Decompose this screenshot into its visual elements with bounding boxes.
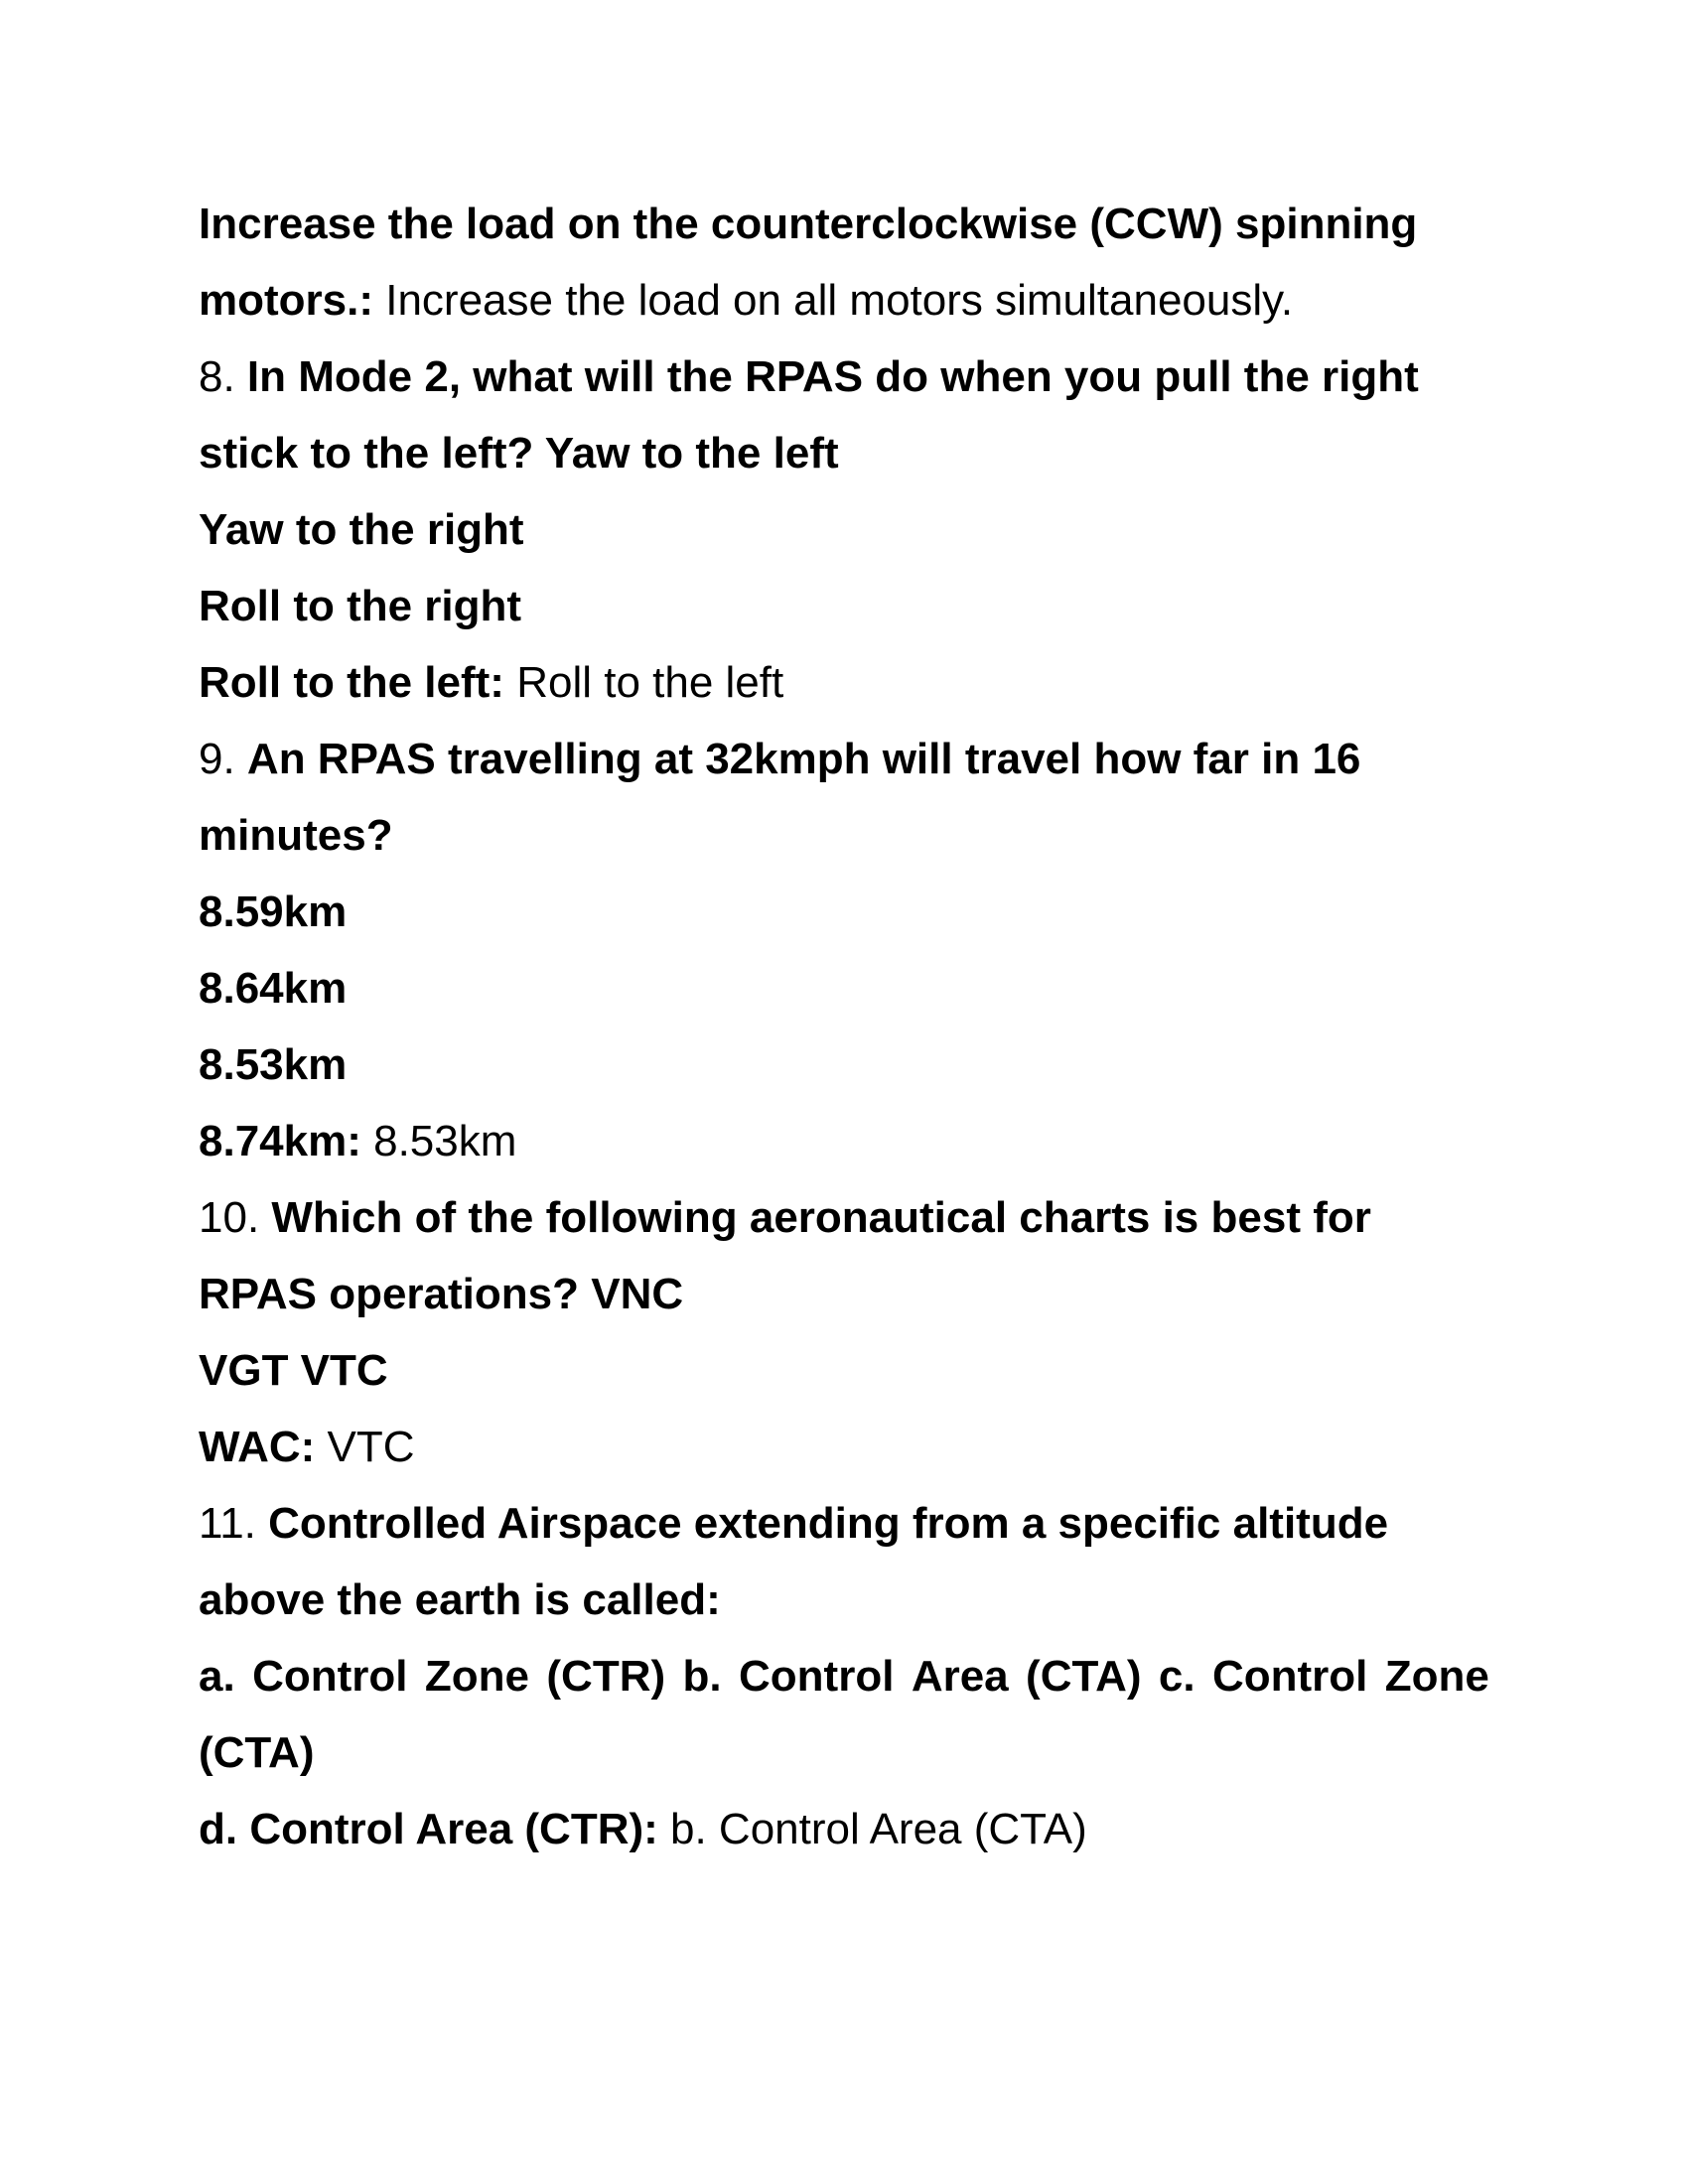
answer-option-bold: 8.53km [199, 1040, 348, 1089]
answer-option-bold: 8.59km [199, 887, 348, 936]
answer-line [199, 957, 1489, 1033]
answer-line [199, 1798, 1489, 1874]
answer-option-bold: d. Control Area (CTR): [199, 1805, 658, 1853]
option-word: (CTA) [1026, 1652, 1142, 1701]
question-line [199, 1569, 1489, 1645]
answer-line [199, 1721, 1489, 1798]
answer-line [199, 193, 1489, 269]
question-text: above the earth is called: [199, 1575, 721, 1624]
answer-line [199, 575, 1489, 651]
answer-line [199, 1339, 1489, 1416]
correct-answer: b. Control Area (CTA) [657, 1805, 1087, 1853]
answer-line [199, 651, 1489, 728]
question-text: minutes? [199, 811, 393, 860]
question-text: Controlled Airspace extending from a specific altitude [268, 1499, 1389, 1548]
correct-answer: Increase the load on all motors simultaneously. [373, 276, 1294, 325]
question-number: 9. [199, 735, 247, 783]
correct-answer: VTC [315, 1423, 415, 1471]
option-word: b. [682, 1652, 722, 1701]
question-line [199, 345, 1489, 422]
question-number: 11. [199, 1499, 269, 1548]
answer-option-bold: (CTA) [199, 1728, 315, 1777]
answer-line [199, 881, 1489, 957]
option-word: Control [739, 1652, 895, 1701]
answer-option-bold: Roll to the right [199, 582, 522, 630]
answer-option-bold: VGT VTC [199, 1346, 388, 1395]
question-line [199, 1186, 1489, 1263]
answer-option-bold: 8.74km: [199, 1117, 361, 1165]
question-line [199, 1492, 1489, 1569]
option-word: a. [199, 1652, 235, 1701]
option-word: Area [911, 1652, 1009, 1701]
answer-line [199, 269, 1489, 345]
answer-option-bold: motors.: [199, 276, 373, 325]
option-word: Control [1212, 1652, 1368, 1701]
question-line [199, 422, 1489, 498]
question-text: Which of the following aeronautical charts is best for [271, 1193, 1371, 1242]
question-line [199, 728, 1489, 804]
correct-answer: 8.53km [360, 1117, 517, 1165]
option-word: (CTR) [546, 1652, 666, 1701]
question-text: RPAS operations? VNC [199, 1270, 684, 1318]
answer-option-bold: WAC: [199, 1423, 316, 1471]
answer-line [199, 1416, 1489, 1492]
answer-option-bold: 8.64km [199, 964, 348, 1013]
correct-answer: Roll to the left [503, 658, 784, 707]
answer-option-bold: Yaw to the right [199, 505, 524, 554]
answer-option-bold: Roll to the left: [199, 658, 504, 707]
document-page [199, 193, 1489, 1874]
question-line [199, 804, 1489, 881]
question-line [199, 1263, 1489, 1339]
option-word: Zone [424, 1652, 529, 1701]
question-text: An RPAS travelling at 32kmph will travel how far in 16 [246, 735, 1361, 783]
answer-option-bold: Increase the load on the counterclockwise (CCW) spinning [199, 200, 1418, 248]
option-word: Zone [1384, 1652, 1489, 1701]
question-text: In Mode 2, what will the RPAS do when you pull the right [246, 352, 1419, 401]
answer-line [199, 1033, 1489, 1110]
answer-line [199, 1110, 1489, 1186]
answer-options-justified [199, 1645, 1489, 1721]
option-word: c. [1158, 1652, 1196, 1701]
question-text: stick to the left? Yaw to the left [199, 429, 839, 478]
option-word: Control [252, 1652, 408, 1701]
answer-line [199, 498, 1489, 575]
question-number: 8. [199, 352, 247, 401]
question-number: 10. [199, 1193, 272, 1242]
